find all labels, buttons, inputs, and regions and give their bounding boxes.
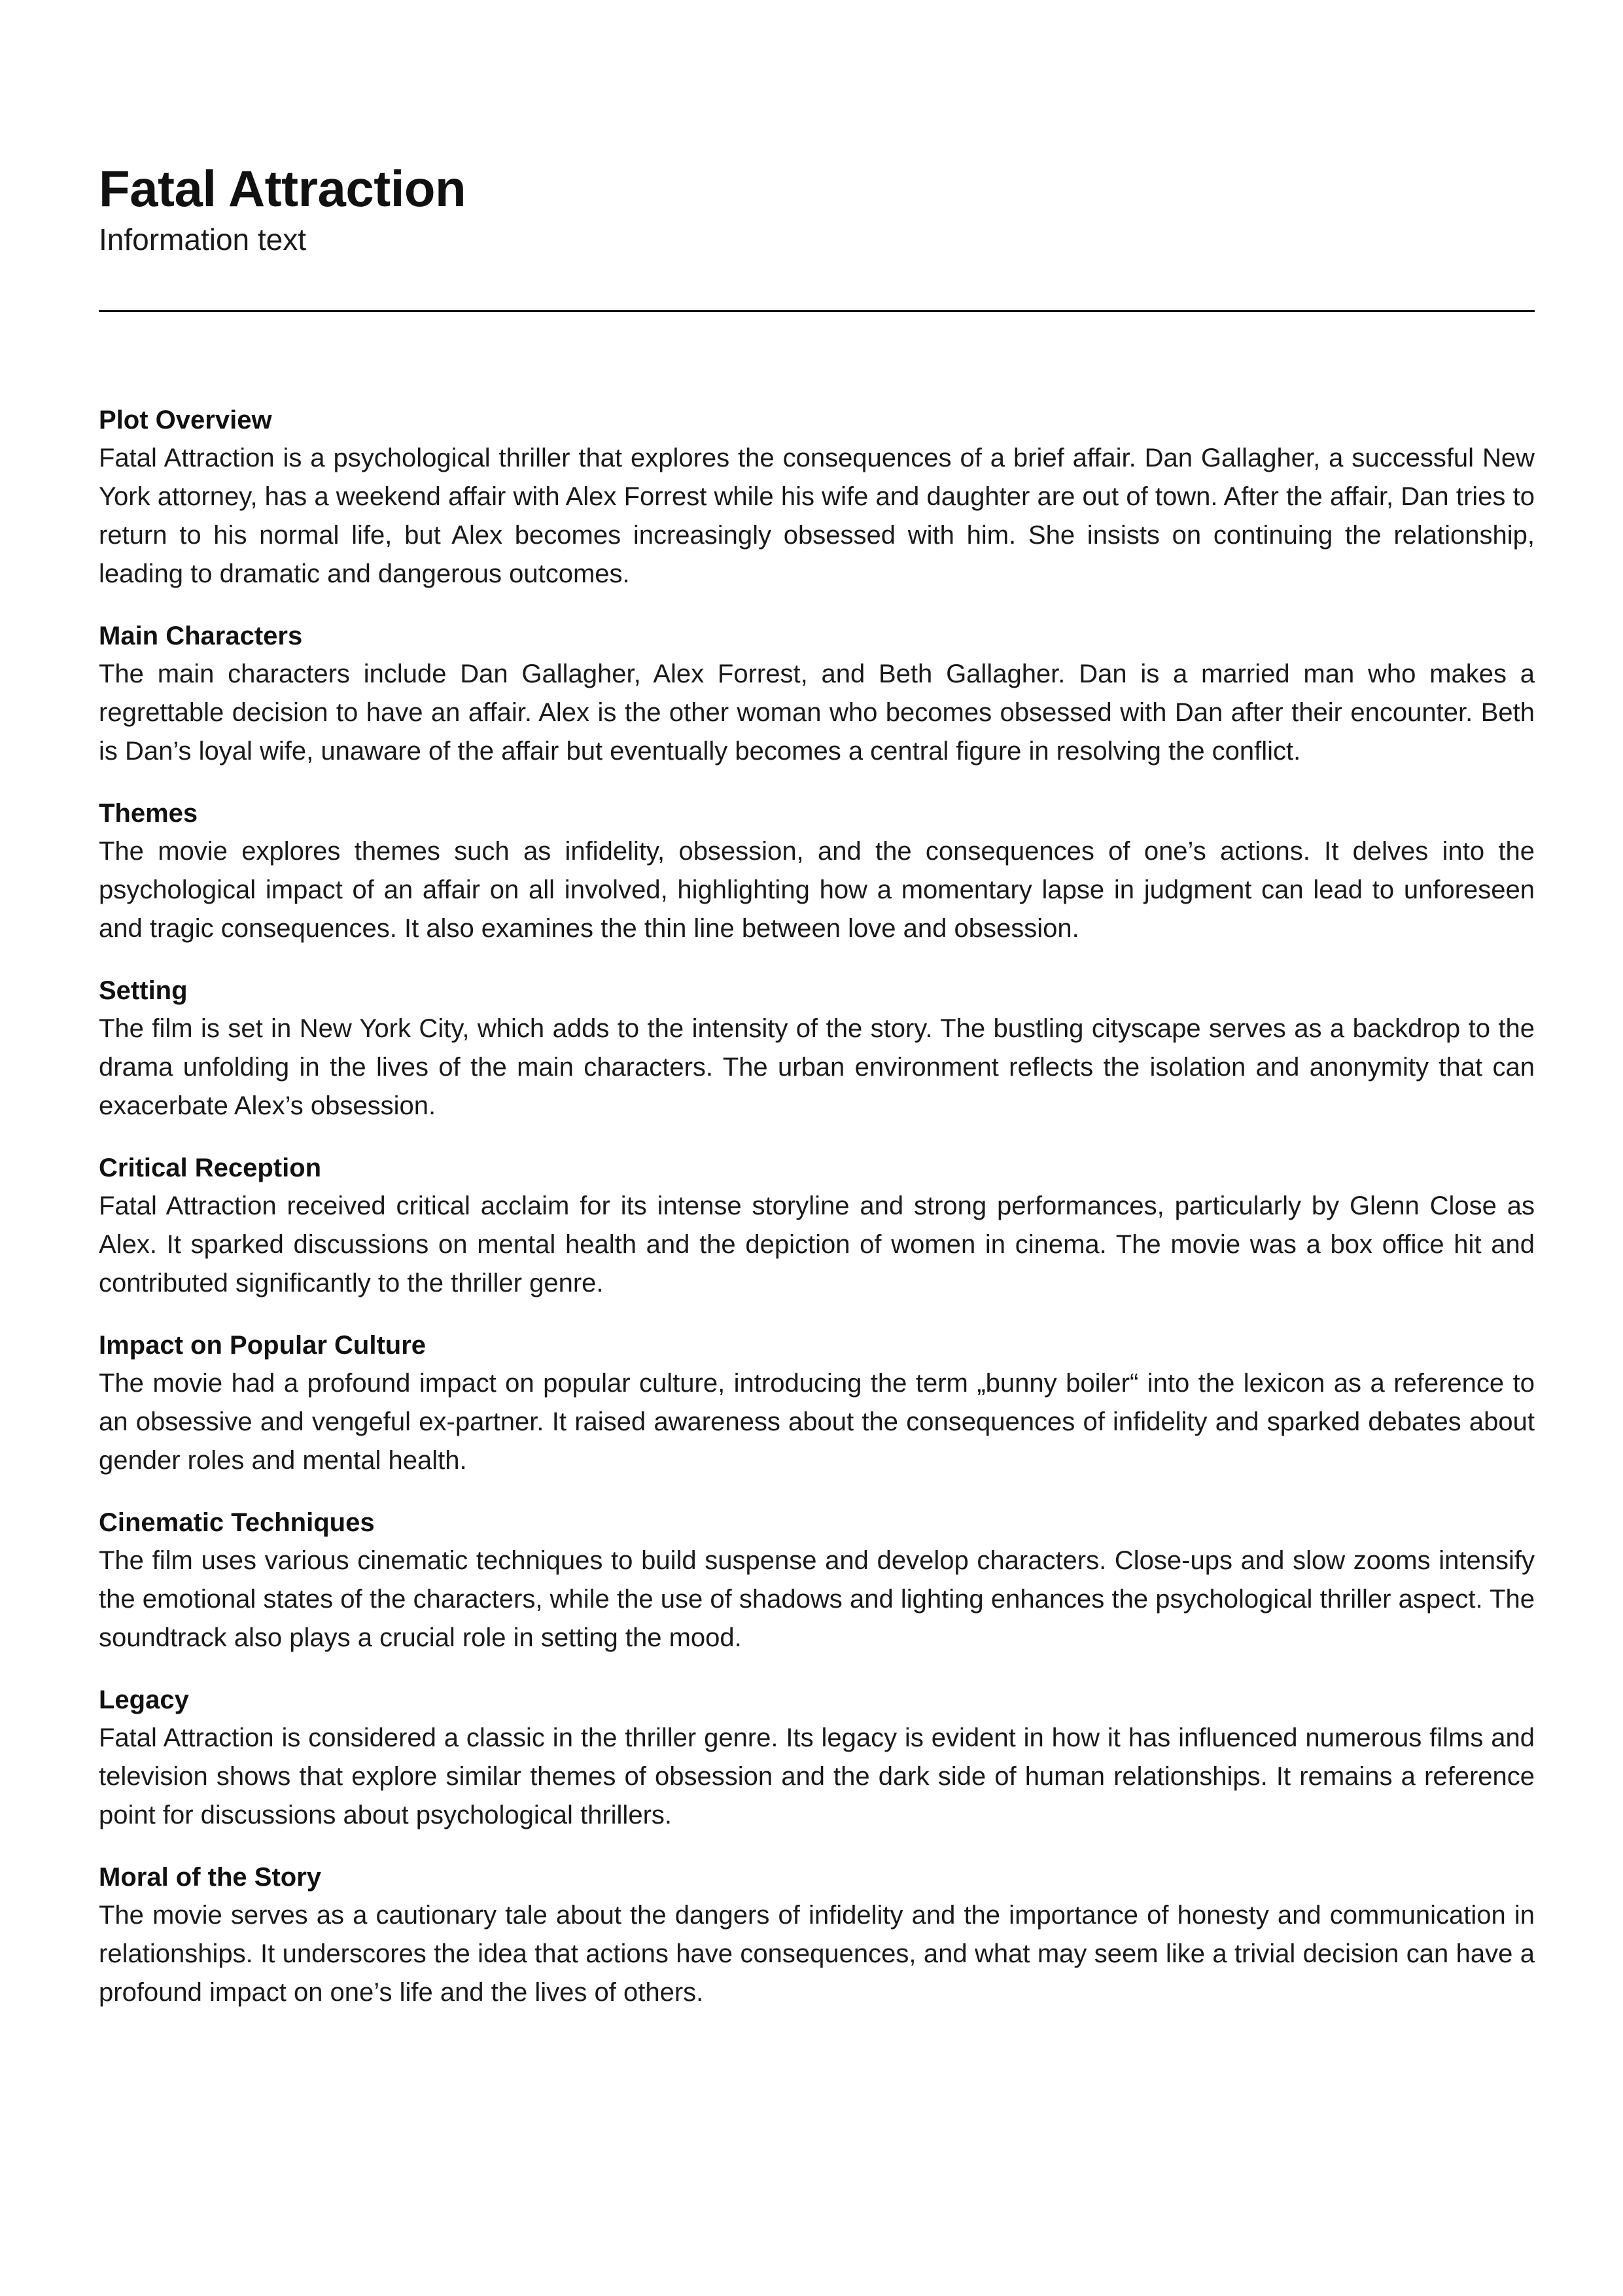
section-main-characters	[99, 617, 1535, 771]
section-impact-on-popular-culture	[99, 1326, 1535, 1480]
section-heading: Themes	[99, 799, 198, 828]
document-title: Fatal Attraction	[99, 160, 466, 217]
section-heading: Impact on Popular Culture	[99, 1331, 427, 1360]
section-setting	[99, 972, 1535, 1125]
section-body: The main characters include Dan Gallagher, Alex Forrest, and Beth Gallagher. Dan is a married man who makes a regrettable decision to have an affair. Alex is the other woman who becomes obsessed with Dan after their encounter. Beth is Dan’s loyal wife, unaware of the affair but eventually becomes a central figure in resolving the conflict.	[99, 660, 1535, 766]
section-body: The film uses various cinematic techniques to build suspense and develop characters. Close-ups and slow zooms intensify the emotional states of the characters, while the use of shadows and lighting enhances the psychological thriller aspect. The soundtrack also plays a crucial role in setting the mood.	[99, 1546, 1535, 1652]
section-plot-overview	[99, 401, 1535, 593]
section-body: The film is set in New York City, which adds to the intensity of the story. The bustling cityscape serves as a backdrop to the drama unfolding in the lives of the main characters. The urban environment reflects the isolation and anonymity that can exacerbate Alex’s obsession.	[99, 1014, 1535, 1120]
section-heading: Critical Reception	[99, 1154, 322, 1182]
section-body: The movie explores themes such as infidelity, obsession, and the consequences of one’s actions. It delves into the psychological impact of an affair on all involved, highlighting how a momentary lapse in judgment can lead to unforeseen and tragic consequences. It also examines the thin line between love and obsession.	[99, 837, 1535, 943]
section-body: Fatal Attraction received critical acclaim for its intense storyline and strong performances, particularly by Glenn Close as Alex. It sparked discussions on mental health and the depiction of women in cinema. The movie was a box office hit and contributed significantly to the thriller genre.	[99, 1192, 1535, 1298]
document-page	[99, 157, 1535, 2007]
section-critical-reception	[99, 1149, 1535, 1303]
section-body: Fatal Attraction is a psychological thriller that explores the consequences of a brief affair. Dan Gallagher, a successful New York attorney, has a weekend affair with Alex Forrest while his wife and daughter are out of town. After the affair, Dan tries to return to his normal life, but Alex becomes increasingly obsessed with him. She insists on continuing the relationship, leading to dramatic and dangerous outcomes.	[99, 444, 1535, 588]
section-heading: Cinematic Techniques	[99, 1508, 375, 1537]
section-heading: Setting	[99, 976, 188, 1005]
section-cinematic-techniques	[99, 1504, 1535, 1657]
section-heading: Moral of the Story	[99, 1863, 322, 1892]
section-body: Fatal Attraction is considered a classic in the thriller genre. Its legacy is evident in how it has influenced numerous films and television shows that explore similar themes of obsession and the dark side of human relationships. It remains a reference point for discussions about psychological thrillers.	[99, 1723, 1535, 1829]
section-heading: Plot Overview	[99, 406, 272, 434]
section-moral-of-the-story	[99, 1858, 1535, 2012]
title-divider	[99, 310, 1535, 312]
section-legacy	[99, 1681, 1535, 1835]
document-subtitle: Information text	[99, 222, 307, 256]
section-body: The movie serves as a cautionary tale about the dangers of infidelity and the importance of honesty and communication in relationships. It underscores the idea that actions have consequences, and what may seem like a trivial decision can have a profound impact on one’s life and the lives of others.	[99, 1901, 1535, 2007]
sections-container	[99, 401, 1535, 2036]
section-heading: Legacy	[99, 1686, 189, 1714]
section-heading: Main Characters	[99, 622, 303, 650]
section-themes	[99, 794, 1535, 948]
section-body: The movie had a profound impact on popular culture, introducing the term „bunny boiler“ into the lexicon as a reference to an obsessive and vengeful ex-partner. It raised awareness about the consequences of infidelity and sparked debates about gender roles and mental health.	[99, 1369, 1535, 1475]
